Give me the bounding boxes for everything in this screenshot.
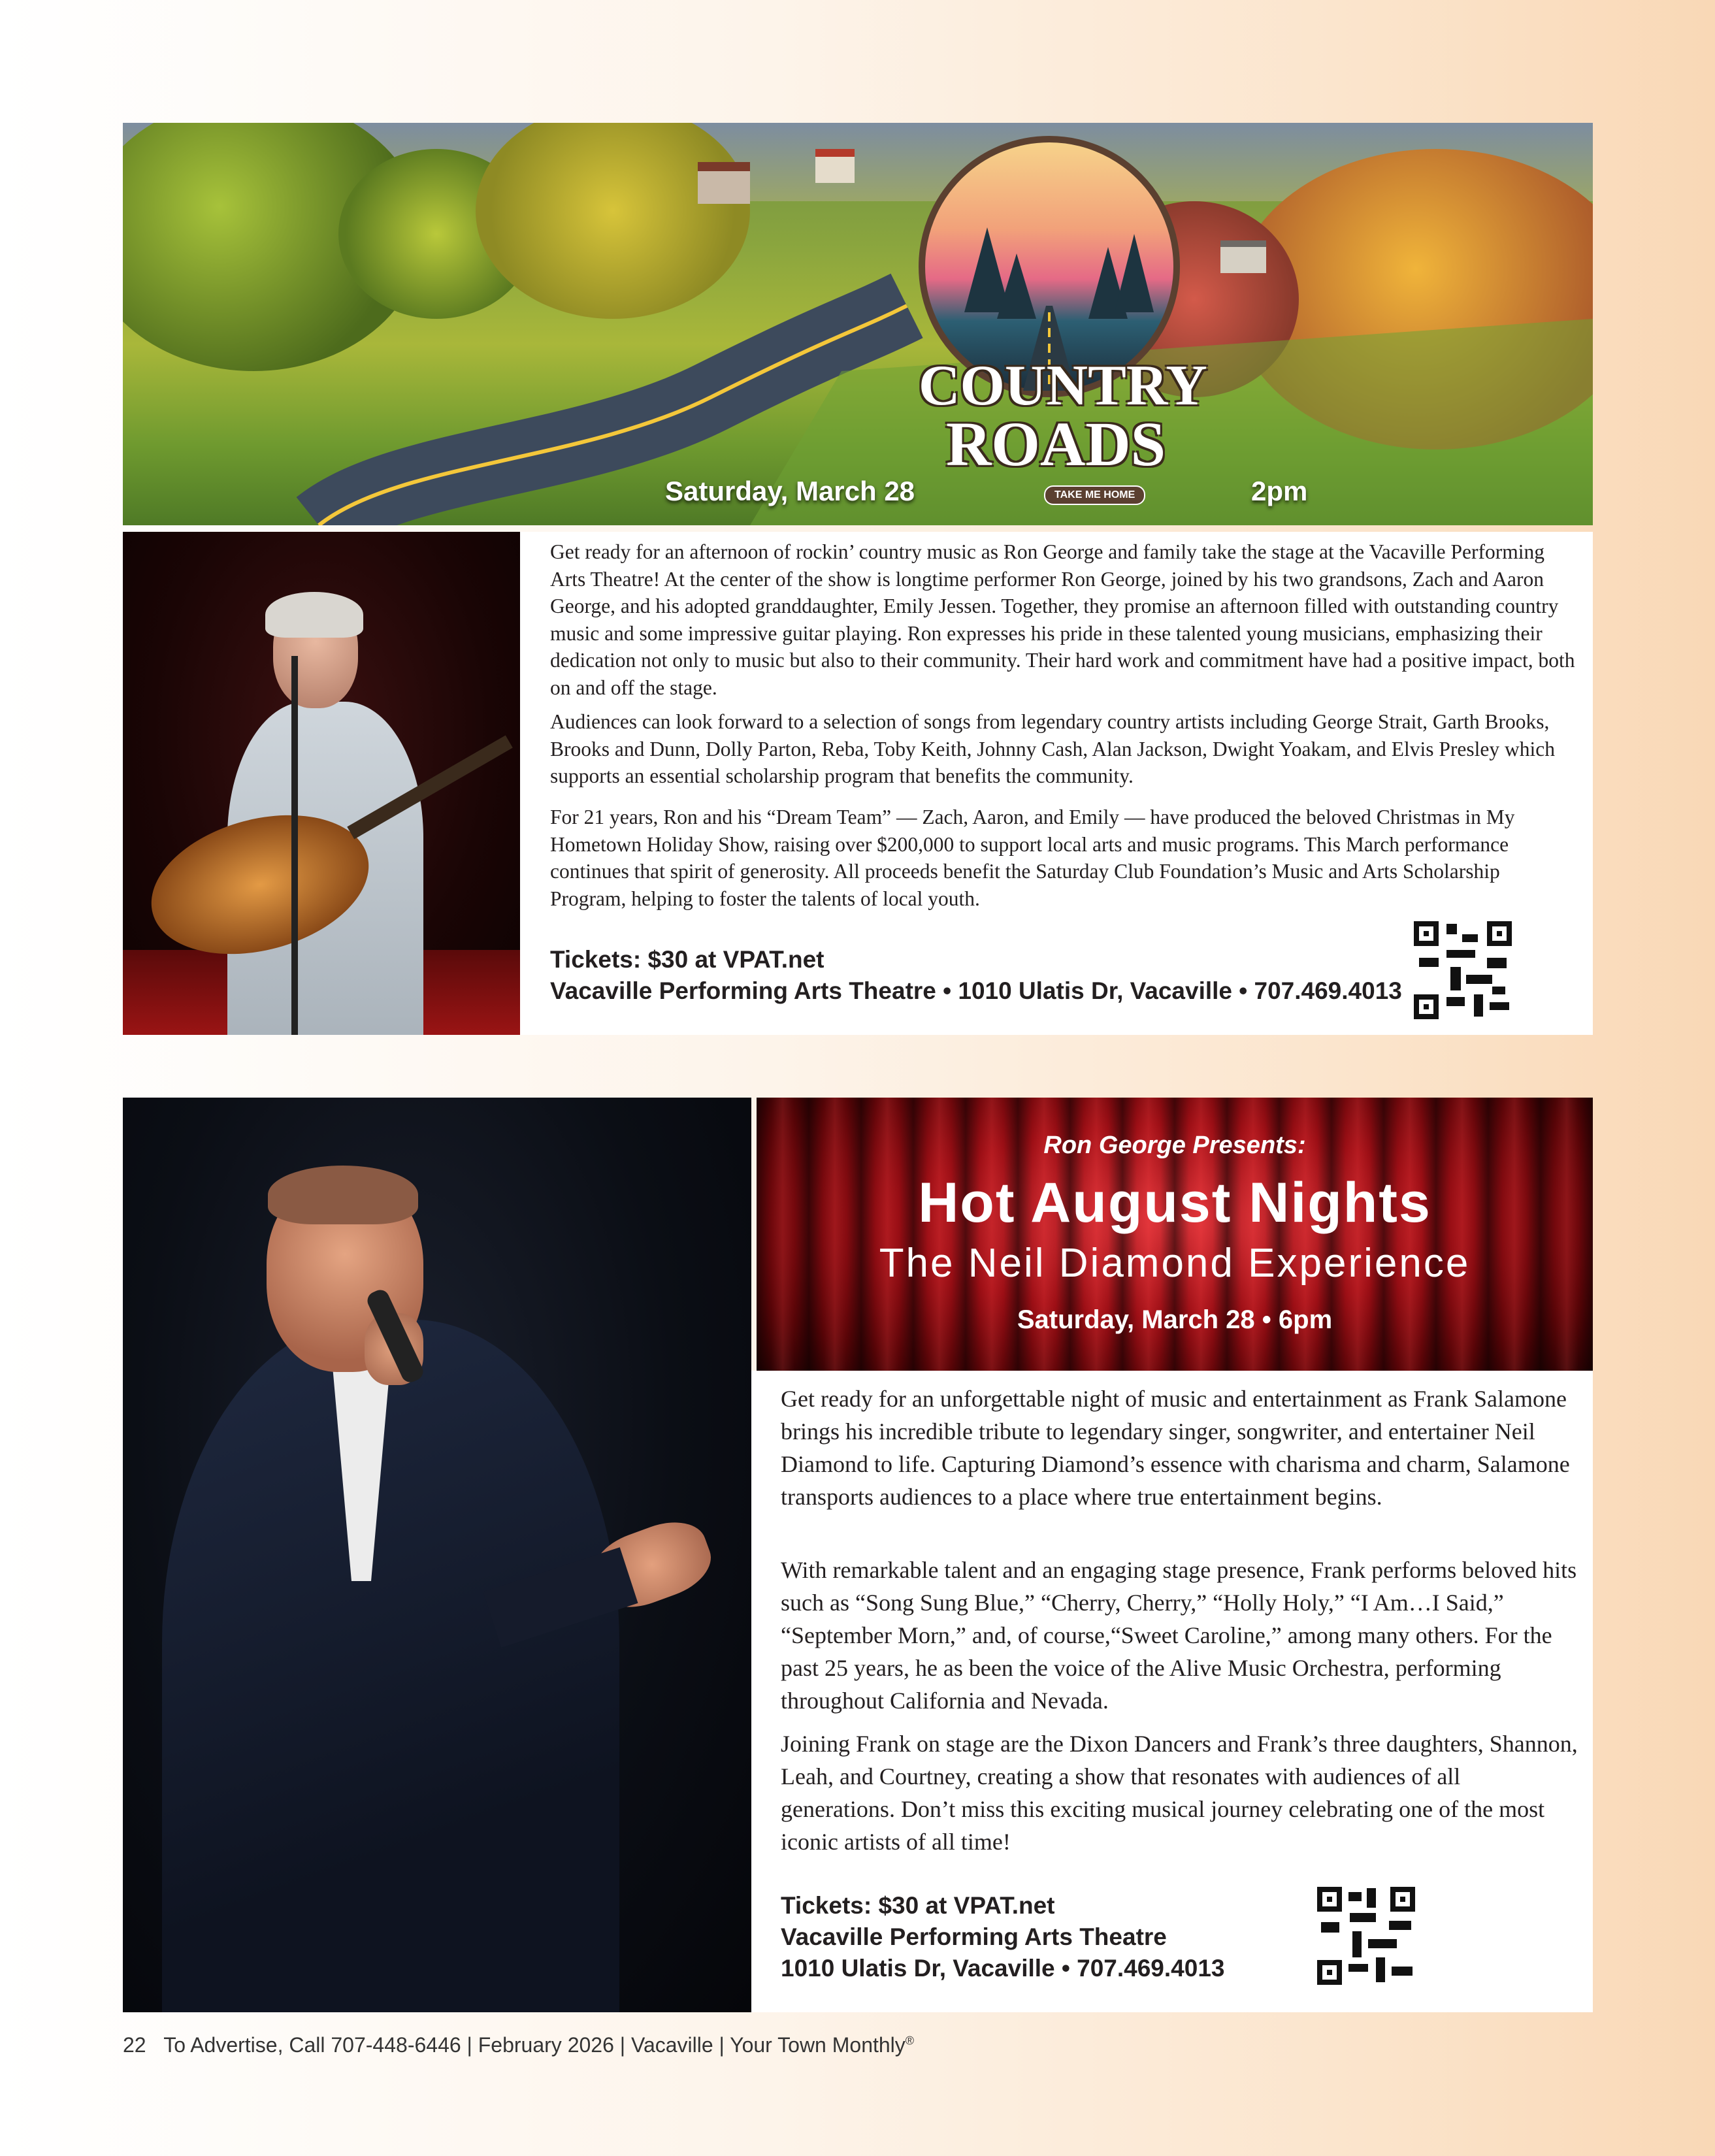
footer-text: To Advertise, Call 707-448-6446 | February 2026 | Vacaville | Your Town Monthly	[163, 2033, 906, 2057]
logo-tagline: TAKE ME HOME	[1044, 485, 1145, 505]
hot-august-nights-banner	[757, 1098, 1593, 1371]
event1-paragraph-2: Audiences can look forward to a selection of songs from legendary country artists including George Strait, Garth Brooks, Brooks and Dunn, Dolly Parton, Reba, Toby Keith, Johnny Cash, Alan Jackson, Dwight Yoakam, and Elvis Presley which supports an essential scholarship program that benefits the community.	[550, 710, 1555, 787]
event2-description-panel	[751, 1371, 1593, 2012]
event2-paragraph-2: With remarkable talent and an engaging stage presence, Frank performs beloved hits such as “Song Sung Blue,” “Cherry, Cherry,” “Holly Holy,” “I Am…I Said,” “September Morn,” and, of course,“Sweet Caroline,” among many others. For the past 25 years, he as been the voice of the Alive Music Orchestra, performing throughout California and Nevada.	[781, 1557, 1577, 1714]
ron-george-guitar-photo	[123, 532, 520, 1035]
event2-paragraph-3: Joining Frank on stage are the Dixon Dancers and Frank’s three daughters, Shannon, Leah, and Courtney, creating a show that resonates with audiences of all generations. Don’t miss this exciting musical journey celebrating one of the most iconic artists of all time!	[781, 1731, 1578, 1855]
frank-salamone-singing-photo	[123, 1098, 751, 2012]
road-graphic	[123, 123, 1593, 525]
presenter-line: Ron George Presents:	[1043, 1132, 1306, 1159]
event1-paragraph-1: Get ready for an afternoon of rockin’ country music as Ron George and family take the stage at the Vacaville Performing Arts Theatre! At the center of the show is longtime performer Ron George, joined by his two grandsons, Zach and Aaron George, and his adopted granddaughter, Emily Jessen. Together, they promise an afternoon filled with outstanding country music and some impressive guitar playing. Ron expresses his pride in these talented young musicians, emphasizing their dedication not only to music but also to their community. Their hard work and commitment have had a positive impact, both on and off the stage.	[550, 540, 1575, 699]
suit-jacket	[162, 1320, 619, 2012]
event2-paragraph-1: Get ready for an unforgettable night of music and entertainment as Frank Salamone brings his incredible tribute to legendary singer, songwriter, and entertainer Neil Diamond to life. Capturing Diamond’s essence with charisma and charm, Salamone transports audiences to a place where true entertainment begins.	[781, 1386, 1570, 1510]
country-roads-banner	[123, 123, 1593, 525]
event1-venue: Vacaville Performing Arts Theatre • 1010 Ulatis Dr, Vacaville • 707.469.4013	[550, 977, 1402, 1004]
event2-venue-name: Vacaville Performing Arts Theatre	[781, 1923, 1167, 1950]
country-roads-wordmark	[919, 354, 1207, 479]
event2-tickets: Tickets: $30 at VPAT.net	[781, 1892, 1055, 1919]
event2-date: Saturday, March 28 • 6pm	[1017, 1305, 1333, 1334]
event2-venue-address: 1010 Ulatis Dr, Vacaville • 707.469.4013	[781, 1955, 1225, 1982]
logo-line2: ROADS	[945, 409, 1166, 479]
event2-title: Hot August Nights	[918, 1171, 1431, 1234]
trademark-symbol: ®	[905, 2034, 915, 2048]
event1-qr-code[interactable]	[1414, 921, 1512, 1019]
logo-line1: COUNTRY	[919, 354, 1207, 417]
event2-subtitle: The Neil Diamond Experience	[879, 1241, 1471, 1286]
event1-date: Saturday, March 28	[665, 476, 915, 506]
page-number: 22	[123, 2033, 146, 2057]
event1-tickets: Tickets: $30 at VPAT.net	[550, 946, 825, 973]
mic-stand	[291, 656, 298, 1035]
event1-time: 2pm	[1251, 476, 1308, 506]
pine-trees-icon	[925, 142, 1173, 391]
hair	[265, 592, 363, 638]
event2-qr-code[interactable]	[1317, 1887, 1415, 1985]
hair	[268, 1166, 418, 1224]
event1-paragraph-3: For 21 years, Ron and his “Dream Team” — Zach, Aaron, and Emily — have produced the beloved Christmas in My Hometown Holiday Show, raising over $200,000 to support local arts and music programs. This March performance continues that spirit of generosity. All proceeds benefit the Saturday Club Foundation’s Music and Arts Scholarship Program, helping to foster the talents of local youth.	[550, 806, 1515, 910]
event1-description-panel	[520, 532, 1593, 1035]
page-footer	[123, 2033, 914, 2057]
